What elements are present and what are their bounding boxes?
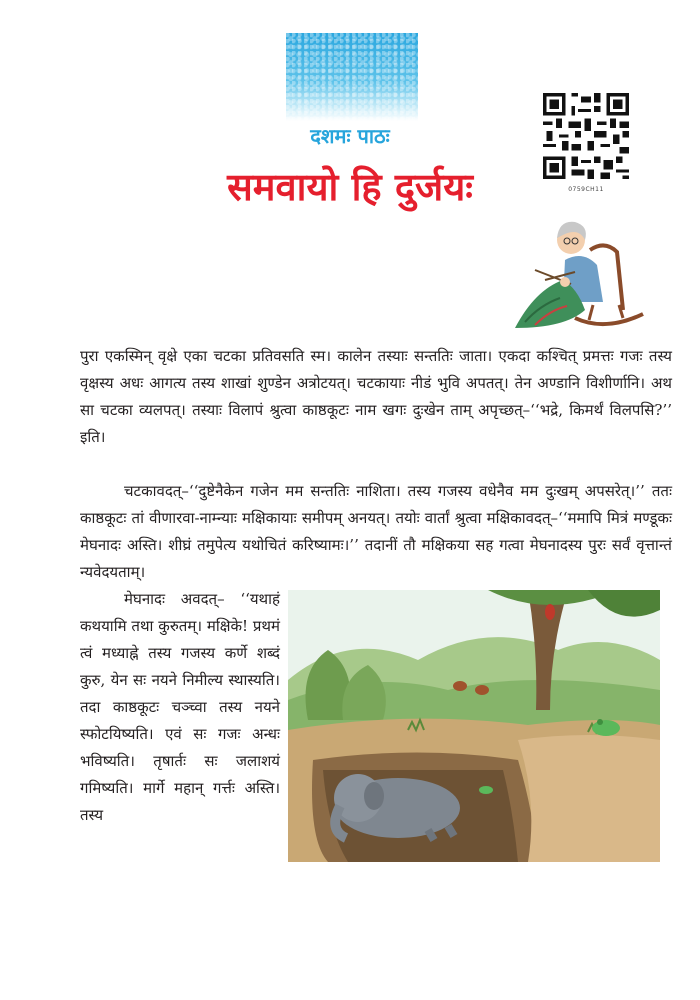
lesson-number: दशमः पाठः <box>310 124 390 148</box>
qr-code-icon[interactable] <box>540 90 632 182</box>
qr-code-label: 0759CH11 <box>568 186 604 193</box>
elephant-pit-illustration <box>288 590 660 862</box>
header-decorative-band <box>286 33 418 121</box>
lesson-title: समवायो हि दुर्जयः <box>227 165 473 209</box>
paragraph-1: पुरा एकस्मिन् वृक्षे एका चटका प्रतिवसति स्म। कालेन तस्याः सन्ततिः जाता। एकदा कश्चित् प्रमत्तः गजः तस्य वृक्षस्य अधः आगत्य तस्य शाखां शुण्डेन अत्रोटयत्। चटकायाः नीडं भुवि अपतत्। तेन अण्डानि विशीर्णानि। अथ सा चटका व्यलपत्। तस्याः विलापं श्रुत्वा काष्ठकूटः नाम खगः दुःखेन ताम् अपृच्छत्–‘‘भद्रे, किमर्थं विलपसि?’’ इति। <box>80 347 672 446</box>
paragraph-3: मेघनादः अवदत्– ‘‘यथाहं कथयामि तथा कुरुतम्। मक्षिके! प्रथमं त्वं मध्याह्ने तस्य गजस्य कर्णे शब्दं कुरु, येन सः नयने निमील्य स्थास्यति। तदा काष्ठकूटः चञ्च्वा तस्य नयने स्फोटयिष्यति। एवं सः गजः अन्धः भविष्यति। तृषार्तः सः जलाशयं गमिष्यति। मार्गे महान् गर्त्तः अस्ति। तस्य <box>80 590 280 824</box>
grandmother-knitting-illustration <box>505 210 645 335</box>
paragraph-2: चटकावदत्–‘‘दुष्टेनैकेन गजेन मम सन्ततिः नाशिता। तस्य गजस्य वधेनैव मम दुःखम् अपसरेत्।’’ ततः काष्ठकूटः तां वीणारवा-नाम्न्याः मक्षिकायाः समीपम् अनयत्। तयोः वार्तां श्रुत्वा मक्षिकावदत्–‘‘ममापि मित्रं मण्डूकः मेघनादः अस्ति। शीघ्रं तमुपेत्य यथोचितं करिष्यामः।’’ तदानीं तौ मक्षिकया सह गत्वा मेघनादस्य पुरः सर्वं वृत्तान्तं न्यवेदयताम्। <box>80 482 672 581</box>
